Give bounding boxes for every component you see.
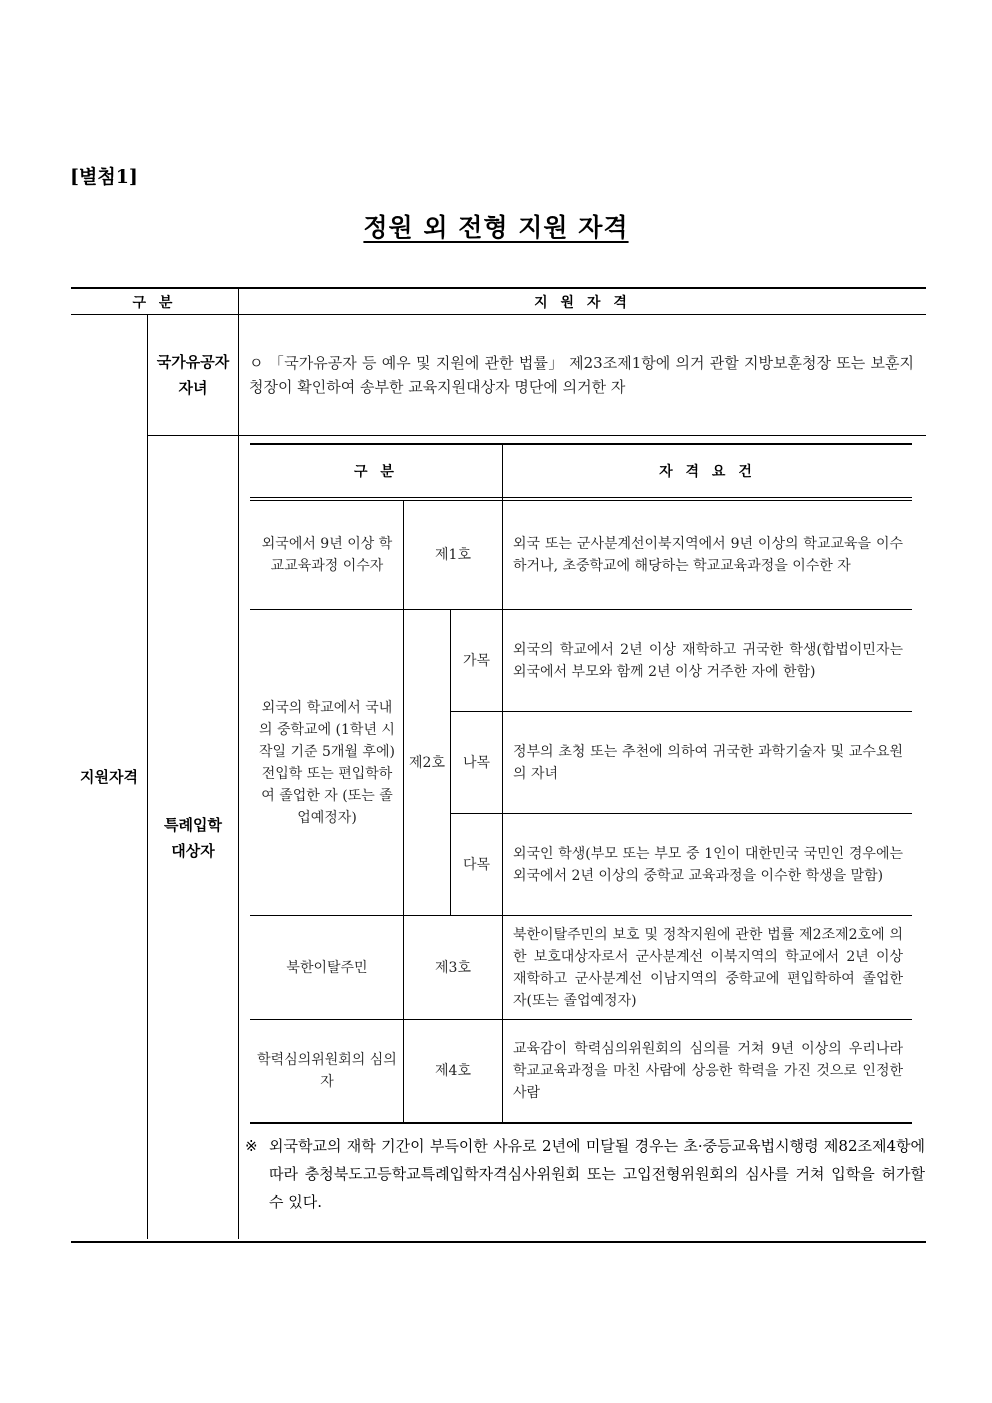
item2-sub3-req: 외국인 학생(부모 또는 부모 중 1인이 대한민국 국민인 경우에는 외국에서 2년 이상의 중학교 교육과정을 이수한 학생을 말함): [513, 845, 903, 884]
item3-desc: 북한이탈주민: [286, 959, 368, 976]
main-category: 지원자격: [80, 767, 138, 786]
footnote: [245, 1132, 925, 1216]
attachment-label: [별첨1]: [70, 166, 138, 188]
item4-code: 제4호: [435, 1063, 471, 1079]
header-category: 구 분: [132, 294, 177, 311]
inner-col-req: [502, 445, 503, 1123]
item1-code: 제1호: [435, 547, 471, 563]
row1-text: ㅇ 「국가유공자 등 예우 및 지원에 관한 법률」 제23조제1항에 의거 관할 지방보훈청장 또는 보훈지청장이 확인하여 송부한 교육지원대상자 명단에 의거한 자: [249, 353, 914, 396]
note-text: 외국학교의 재학 기간이 부득이한 사유로 2년에 미달될 경우는 초·중등교육법시행령 제82조제4항에 따라 충청북도고등학교특례입학자격심사위원회 또는 고입전형위원회의 심사를 거쳐 입학을 허가할 수 있다.: [269, 1137, 925, 1211]
item2-sub1-req: 외국의 학교에서 2년 이상 재학하고 귀국한 학생(합법이민자는 외국에서 부모와 함께 2년 이상 거주한 자에 한함): [513, 641, 903, 680]
item2-sub2-label: 나목: [462, 754, 491, 771]
row2-label: [148, 436, 238, 1239]
item2-sub1-label: 가목: [462, 652, 491, 669]
col-divider-2: [238, 289, 239, 1239]
item2-desc: 외국의 학교에서 국내의 중학교에 (1학년 시작일 기준 5개월 후에) 전입학 또는 편입학하여 졸업한 자 (또는 졸업예정자): [259, 699, 395, 826]
inner-header-requirement: 자 격 요 건: [659, 464, 756, 480]
item2-sub3-label: 다목: [462, 856, 491, 873]
item2-code: 제2호: [409, 754, 445, 771]
item4-req: 교육감이 학력심의위원회의 심의를 거쳐 9년 이상의 우리나라 학교교육과정을 마친 사람에 상응한 학력을 가진 것으로 인정한 사람: [513, 1041, 903, 1101]
row2-label-line2: 대상자: [171, 841, 215, 860]
item1-desc: 외국에서 9년 이상 학교교육과정 이수자: [261, 536, 393, 574]
item3-code: 제3호: [435, 959, 471, 976]
inner-header-category: 구 분: [354, 464, 398, 480]
inner-header-line1: [250, 497, 912, 498]
row1-label-line1: 국가유공자: [156, 352, 230, 371]
row1-label-line2: 자녀: [178, 378, 208, 397]
item2-sub2-req: 정부의 초청 또는 추천에 의하여 귀국한 과학기술자 및 교수요원의 자녀: [513, 743, 903, 782]
note-mark: ※: [245, 1137, 258, 1155]
row-divider: [147, 435, 926, 436]
item4-desc: 학력심의위원회의 심의자: [257, 1052, 397, 1090]
item1-req: 외국 또는 군사분계선이북지역에서 9년 이상의 학교교육을 이수하거나, 초중학교에 해당하는 학교교육과정을 이수한 자: [513, 536, 903, 574]
item3-req: 북한이탈주민의 보호 및 정착지원에 관한 법률 제2조제2호에 의한 보호대상자로서 군사분계선 이북지역의 학교에서 2년 이상 재학하고 군사분계선 이남지역의 중학교에 편입학하여 졸업한 자(또는 졸업예정자): [513, 926, 903, 1009]
page-title: 정원 외 전형 지원 자격: [363, 213, 629, 242]
header-qualification: 지 원 자 격: [534, 294, 631, 311]
inner-bottom-border: [250, 1122, 912, 1124]
row1-label: [148, 314, 238, 435]
row2-label-line1: 특례입학: [164, 815, 222, 834]
